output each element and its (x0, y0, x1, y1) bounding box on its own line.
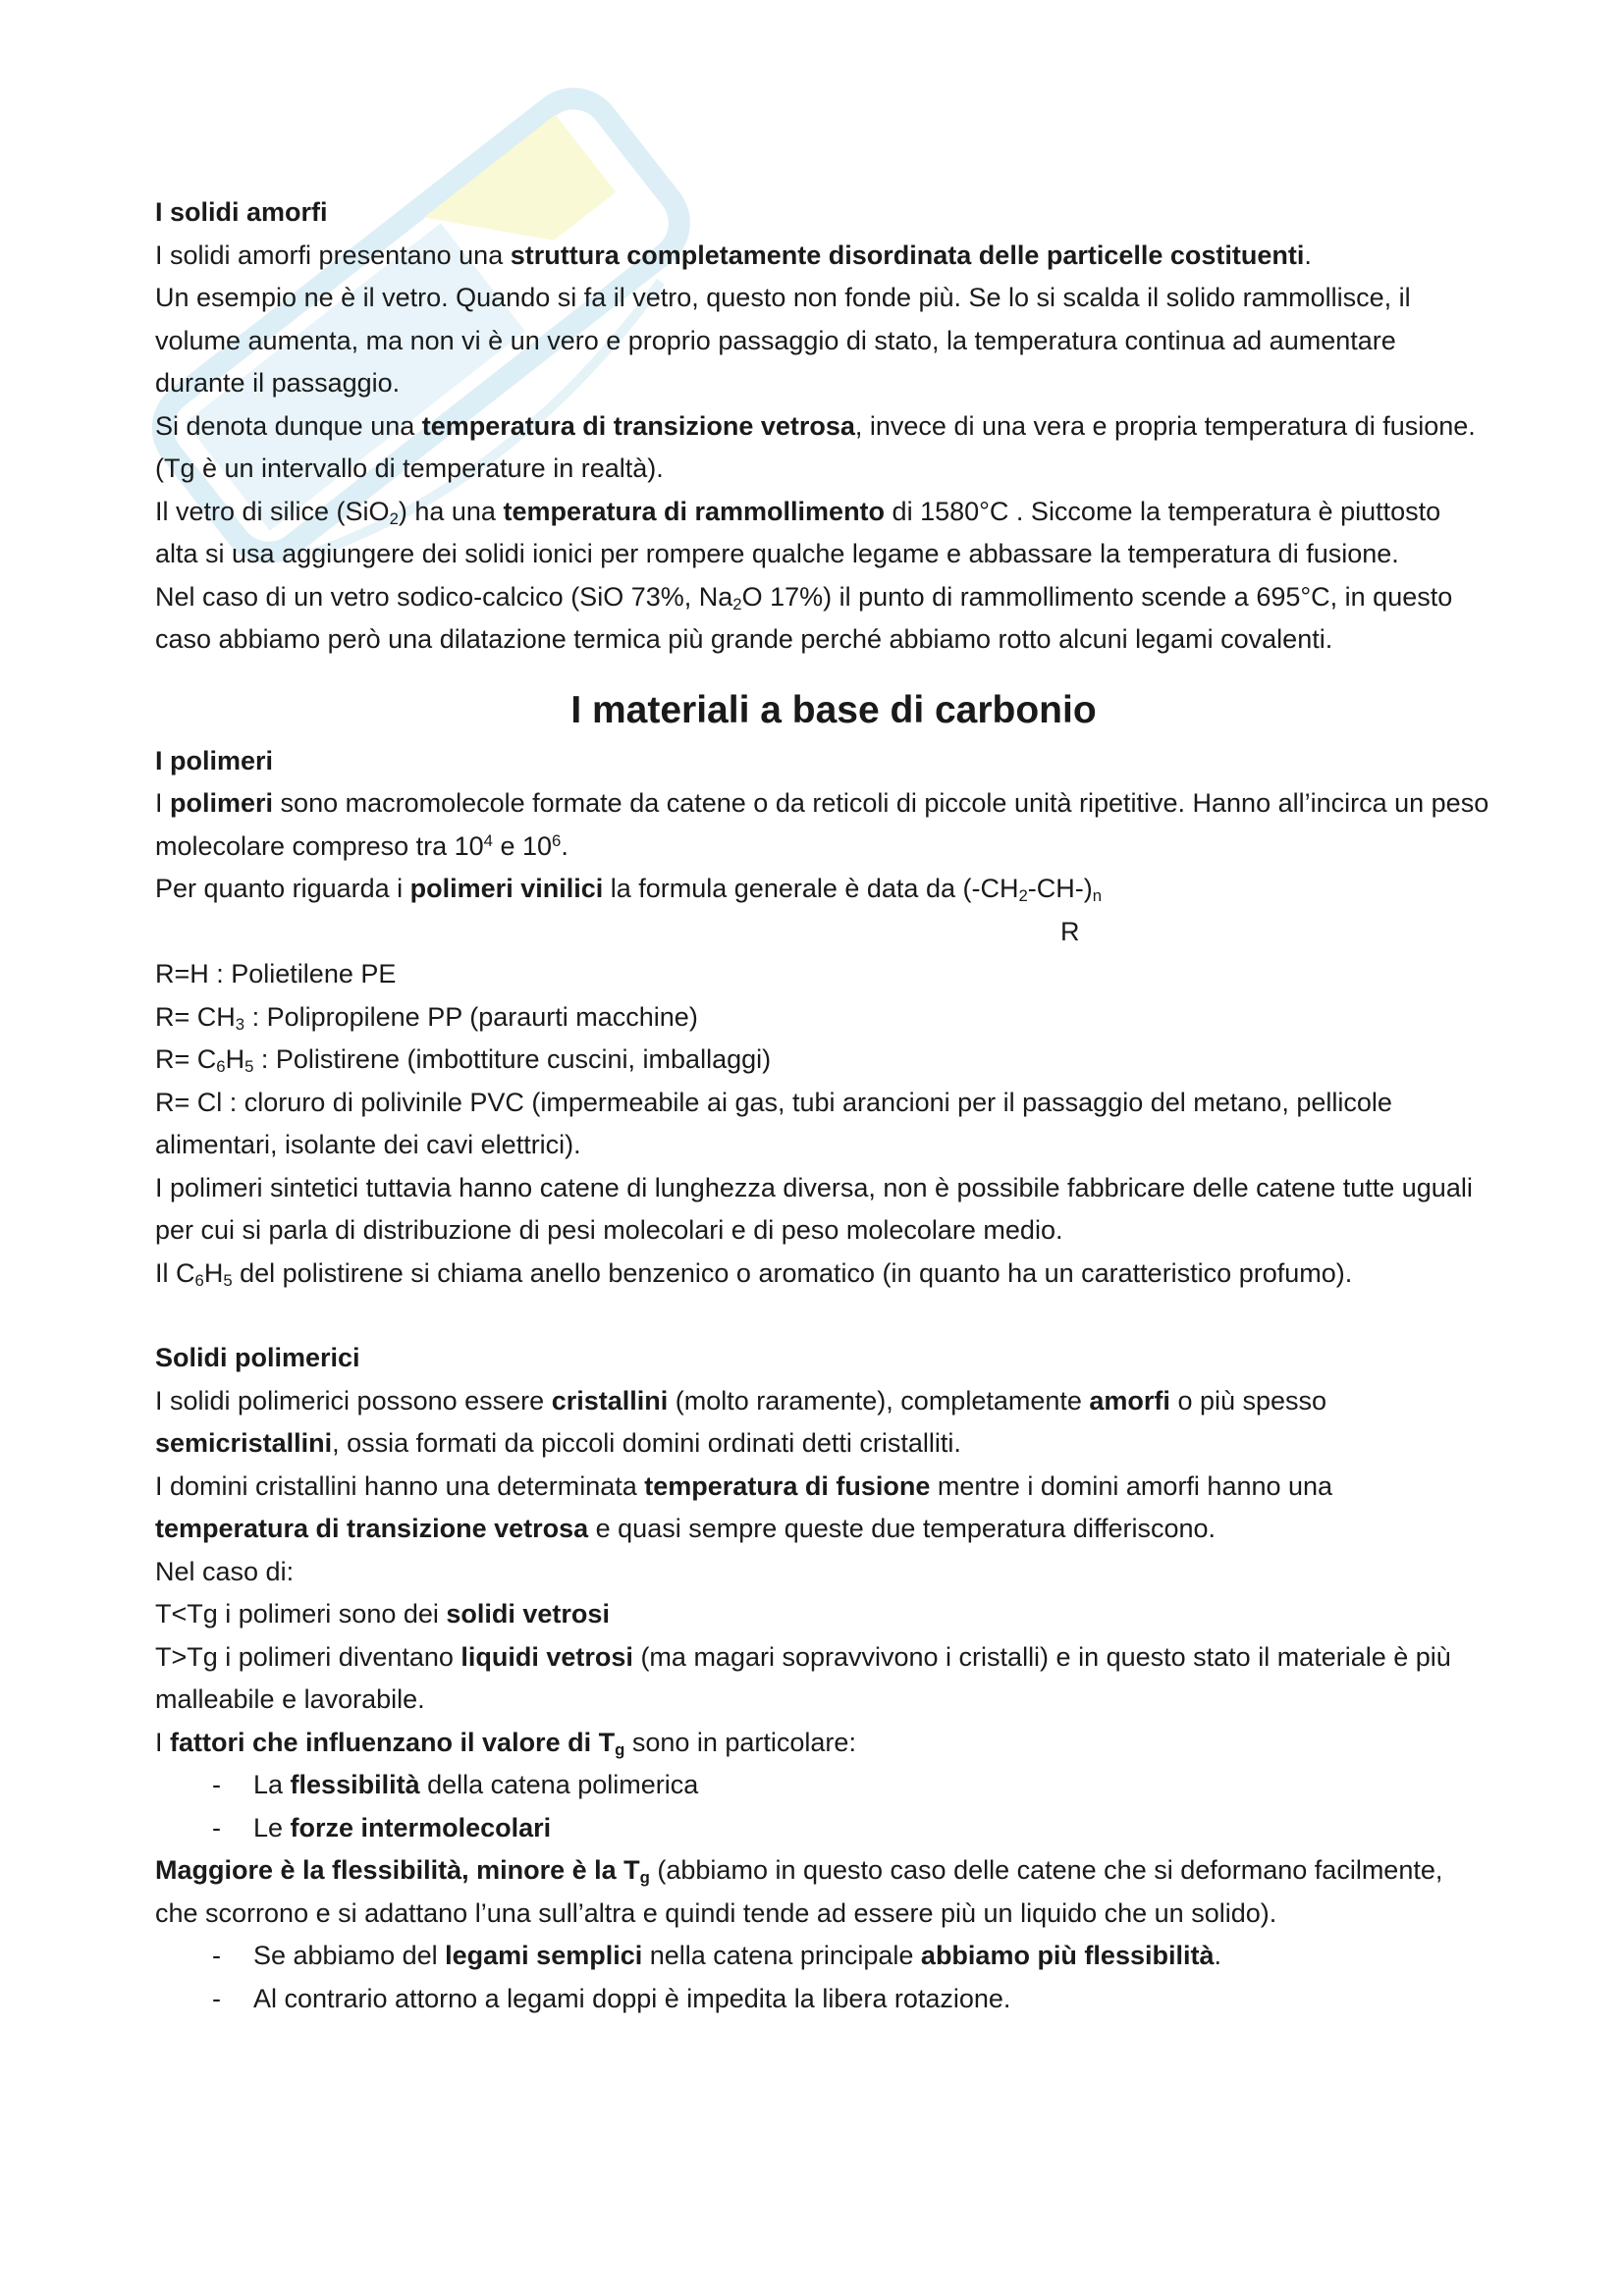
list-item: $R= CH_3$ : Polipropilene PP (paraurti macchine) (155, 1001, 698, 1034)
page-title: I materiali a base di carbonio (570, 688, 1097, 731)
document-page (155, 191, 1490, 2020)
section-heading-solidi-polimerici: Solidi polimerici (155, 1343, 360, 1372)
paragraph: I polimeri sintetici tuttavia hanno catene di lunghezza diversa, non è possibile fabbricare delle catene tutte uguali per cui si parla di distribuzione di pesi molecolari e di peso molecolare medio. (155, 1172, 1473, 1245)
section-heading-solidi-amorfi: I solidi amorfi (155, 197, 328, 227)
list-item: R= Cl : cloruro di polivinile PVC (impermeabile ai gas, tubi arancioni per il passaggio del metano, pellicole alimentari, isolante dei cavi elettrici). (155, 1087, 1392, 1159)
paragraph: Il vetro di silice (SiO$_2$) ha una temperatura di rammollimento di 1580°C . Siccome la temperatura è piuttosto alta si usa aggiungere dei solidi ionici per rompere qualche legame e abbassare la temperatura di fusione. (155, 496, 1441, 568)
list-item: - Le forze intermolecolari (212, 1807, 1490, 1850)
list-item: - La flessibilità della catena polimerica (212, 1764, 1490, 1807)
spacer (155, 1295, 1490, 1337)
paragraph: T<Tg i polimeri sono dei solidi vetrosi (155, 1599, 610, 1629)
paragraph: I fattori che influenzano il valore di $T_g$ sono in particolare: (155, 1727, 856, 1759)
list-item: R=H : Polietilene PE (155, 959, 397, 988)
paragraph: I domini cristallini hanno una determinata temperatura di fusione mentre i domini amorfi hanno una temperatura di transizione vetrosa e quasi sempre queste due temperatura differiscono. (155, 1470, 1333, 1543)
paragraph: Un esempio ne è il vetro. Quando si fa il vetro, questo non fonde più. Se lo si scalda il solido rammollisce, il volume aumenta, ma non vi è un vero e proprio passaggio di stato, la temperatura continua ad aumentare durante il passaggio. (155, 283, 1411, 398)
paragraph: Per quanto riguarda i polimeri vinilici la formula generale è data da $(-CH_2-CH-)_n$ (155, 874, 1103, 906)
section-heading-polimeri: I polimeri (155, 745, 274, 775)
formula-substituent-label: R (1060, 916, 1080, 946)
paragraph: I solidi amorfi presentano una struttura completamente disordinata delle particelle costituenti. (155, 240, 1312, 270)
paragraph: I polimeri sono macromolecole formate da catene o da reticoli di piccole unità ripetitive. Hanno all’incirca un peso molecolare compreso tra $10^4$ e $10^6$. (155, 788, 1489, 861)
paragraph: Nel caso di un vetro sodico-calcico (SiO 73%, $Na_2O$ 17%) il punto di rammollimento scende a 695°C, in questo caso abbiamo però una dilatazione termica più grande perché abbiamo rotto alcuni legami covalenti. (155, 581, 1453, 654)
paragraph: Nel caso di: (155, 1556, 295, 1586)
list-item: $R= C_6H_5$ : Polistirene (imbottiture cuscini, imballaggi) (155, 1044, 772, 1077)
paragraph: I solidi polimerici possono essere cristallini (molto raramente), completamente amorfi o più spesso semicristallini, ossia formati da piccoli domini ordinati detti cristalliti. (155, 1385, 1327, 1458)
list-item: - Al contrario attorno a legami doppi è impedita la libera rotazione. (212, 1978, 1490, 2021)
paragraph: Si denota dunque una temperatura di transizione vetrosa, invece di una vera e propria temperatura di fusione. (Tg è un intervallo di temperature in realtà). (155, 410, 1476, 483)
bullet-list (155, 1764, 1490, 1849)
paragraph: Il $C_6H_5$ del polistirene si chiama anello benzenico o aromatico (in quanto ha un caratteristico profumo). (155, 1257, 1353, 1290)
paragraph: Maggiore è la flessibilità, minore è la $T_g$ (abbiamo in questo caso delle catene che si deformano facilmente, che scorrono e si adattano l’una sull’altra e quindi tende ad essere più un liquido che un solido). (155, 1855, 1443, 1928)
list-item: - Se abbiamo del legami semplici nella catena principale abbiamo più flessibilità. (212, 1935, 1490, 1978)
paragraph: T>Tg i polimeri diventano liquidi vetrosi (ma magari sopravvivono i cristalli) e in questo stato il materiale è più malleabile e lavorabile. (155, 1641, 1451, 1714)
bullet-list (155, 1935, 1490, 2020)
